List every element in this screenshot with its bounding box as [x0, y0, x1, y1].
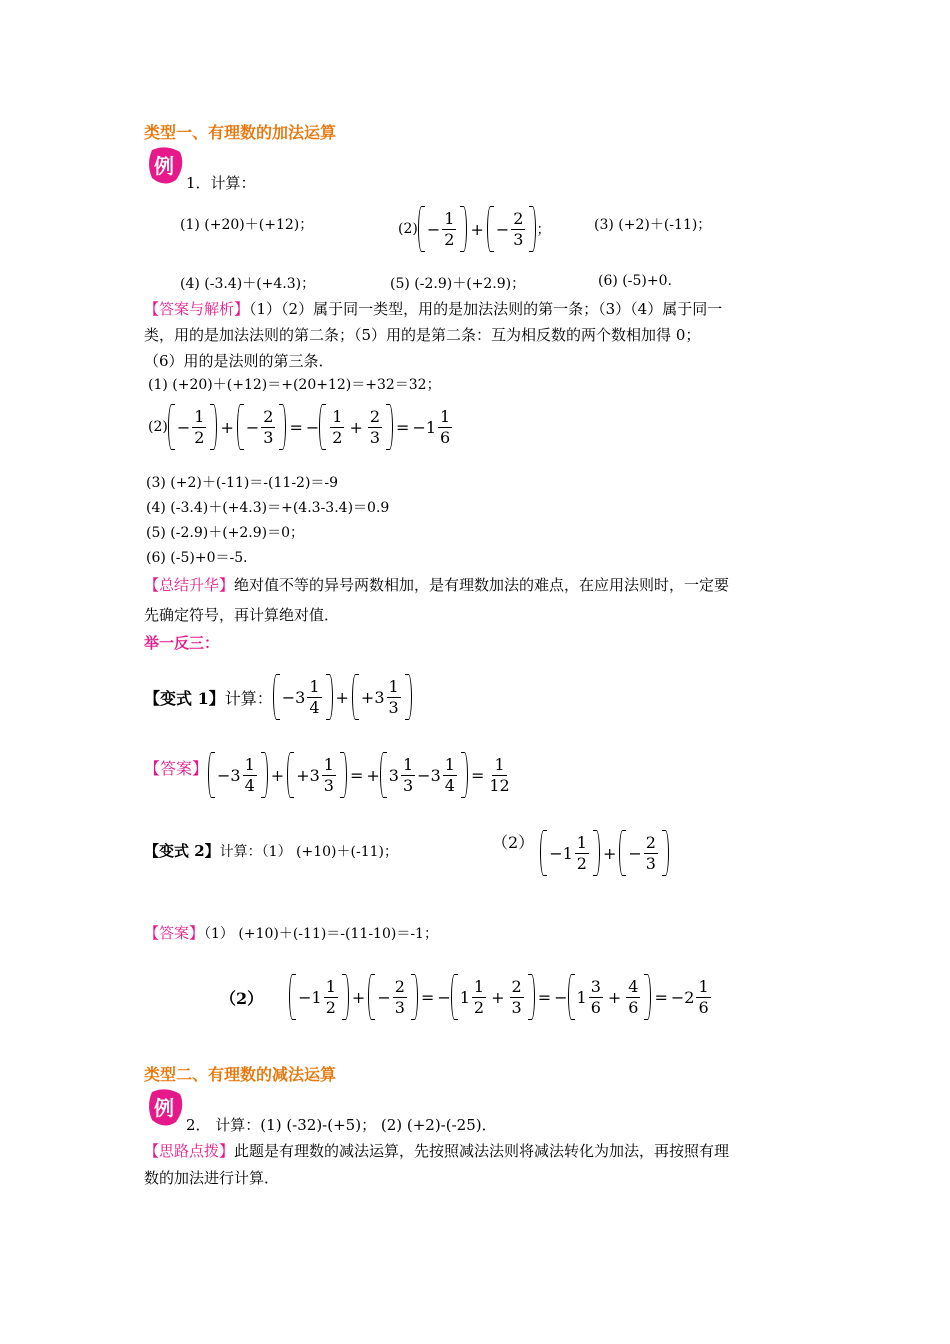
hint: 【思路点拨】此题是有理数的减法运算，先按照减法法则将减法转化为加法，再按照有理 数的加法进行计算．	[144, 1142, 730, 1187]
variant-2-part-2: （2） −1 $\frac{1}{2}$ + − $\frac{2}{3}$	[492, 830, 669, 876]
solution-1: (1) (+20)＋(+12)＝+(20+12)＝+32＝32；	[148, 377, 441, 393]
problem-4: (4) (-3.4)＋(+4.3)；	[180, 276, 316, 292]
solution-3: (3) (+2)＋(-11)＝-(11-2)＝-9	[146, 475, 339, 491]
practice-title: 举一反三：	[144, 634, 220, 652]
variant-1: 【变式 1】 计算： −3 $\frac{1}{4}$ + +3 $\frac{1}{3}$	[144, 674, 412, 720]
variant-1-tag: 【变式 1】	[144, 688, 225, 708]
solution-2: (2) − $\frac{1}{2}$ + − $\frac{2}{3}$ = − $\frac{1}{2}$ + $\frac{2}{3}$ = −1 $\frac{1}{6}$	[148, 404, 454, 450]
section-title-addition: 类型一、有理数的加法运算	[144, 123, 337, 142]
variant-2-answer-2: （2） −1 $\frac{1}{2}$ + − $\frac{2}{3}$ = − 1 $\frac{1}{2}$ + $\frac{2}{3}$ = − 1 $\frac{3}{6}$ + $\frac{4}{6}$ = −2 $\frac{1}{6}$	[220, 974, 713, 1020]
problem-2-prefix: (2)	[398, 221, 418, 237]
variant-1-answer: 【答案】 −3 $\frac{1}{4}$ + +3 $\frac{1}{3}$ = + 3 $\frac{1}{3}$ −3 $\frac{1}{4}$ = $\frac{1}{12}$	[144, 752, 512, 798]
solution-2-prefix: (2)	[148, 419, 168, 435]
problem-1: (1) (+20)＋(+12)；	[180, 217, 314, 233]
variant-2-answer-1: 【答案】（1） (+10)＋(-11)＝-(11-10)＝-1；	[144, 924, 438, 942]
problem-5: (5) (-2.9)＋(+2.9)；	[390, 276, 526, 292]
solution-5: (5) (-2.9)＋(+2.9)＝0；	[146, 525, 305, 541]
answer-tag-1: 【答案】	[144, 759, 209, 778]
hint-tag: 【思路点拨】	[144, 1142, 235, 1160]
answer-tag: 【答案与解析】	[144, 300, 250, 318]
answer-analysis: 【答案与解析】（1）（2）属于同一类型，用的是加法法则的第一条；（3）（4）属于同一 类，用的是加法法则的第二条；（5）用的是第二条：互为相反数的两个数相加得 0； （6）用的是法则的第三条．	[144, 300, 723, 370]
solution-4: (4) (-3.4)＋(+4.3)＝+(4.3-3.4)＝0.9	[146, 500, 390, 516]
variant-2-tag: 【变式 2】	[144, 842, 220, 860]
answer-tag-2: 【答案】	[144, 924, 205, 942]
example-2-text: 2． 计算：(1) (-32)-(+5)； (2) (+2)-(-25)．	[186, 1116, 497, 1134]
variant-2: 【变式 2】计算：（1） (+10)＋(-11)；	[144, 842, 398, 860]
summary-tag: 【总结升华】	[144, 576, 235, 594]
problem-3: (3) (+2)＋(-11)；	[594, 217, 712, 233]
solution-6: (6) (-5)+0＝-5．	[146, 550, 258, 566]
example-badge-2-label: 例	[154, 1096, 174, 1120]
problem-6: (6) (-5)+0.	[598, 273, 672, 289]
example-1-label: 1．计算：	[186, 174, 256, 192]
summary: 【总结升华】绝对值不等的异号两数相加，是有理数加法的难点，在应用法则时，一定要 先确定符号，再计算绝对值．	[144, 576, 730, 624]
example-badge-label: 例	[154, 154, 174, 178]
problem-2: (2) − $\frac{1}{2}$ + − $\frac{2}{3}$ ；	[398, 206, 550, 252]
section-title-subtraction: 类型二、有理数的减法运算	[144, 1065, 337, 1084]
